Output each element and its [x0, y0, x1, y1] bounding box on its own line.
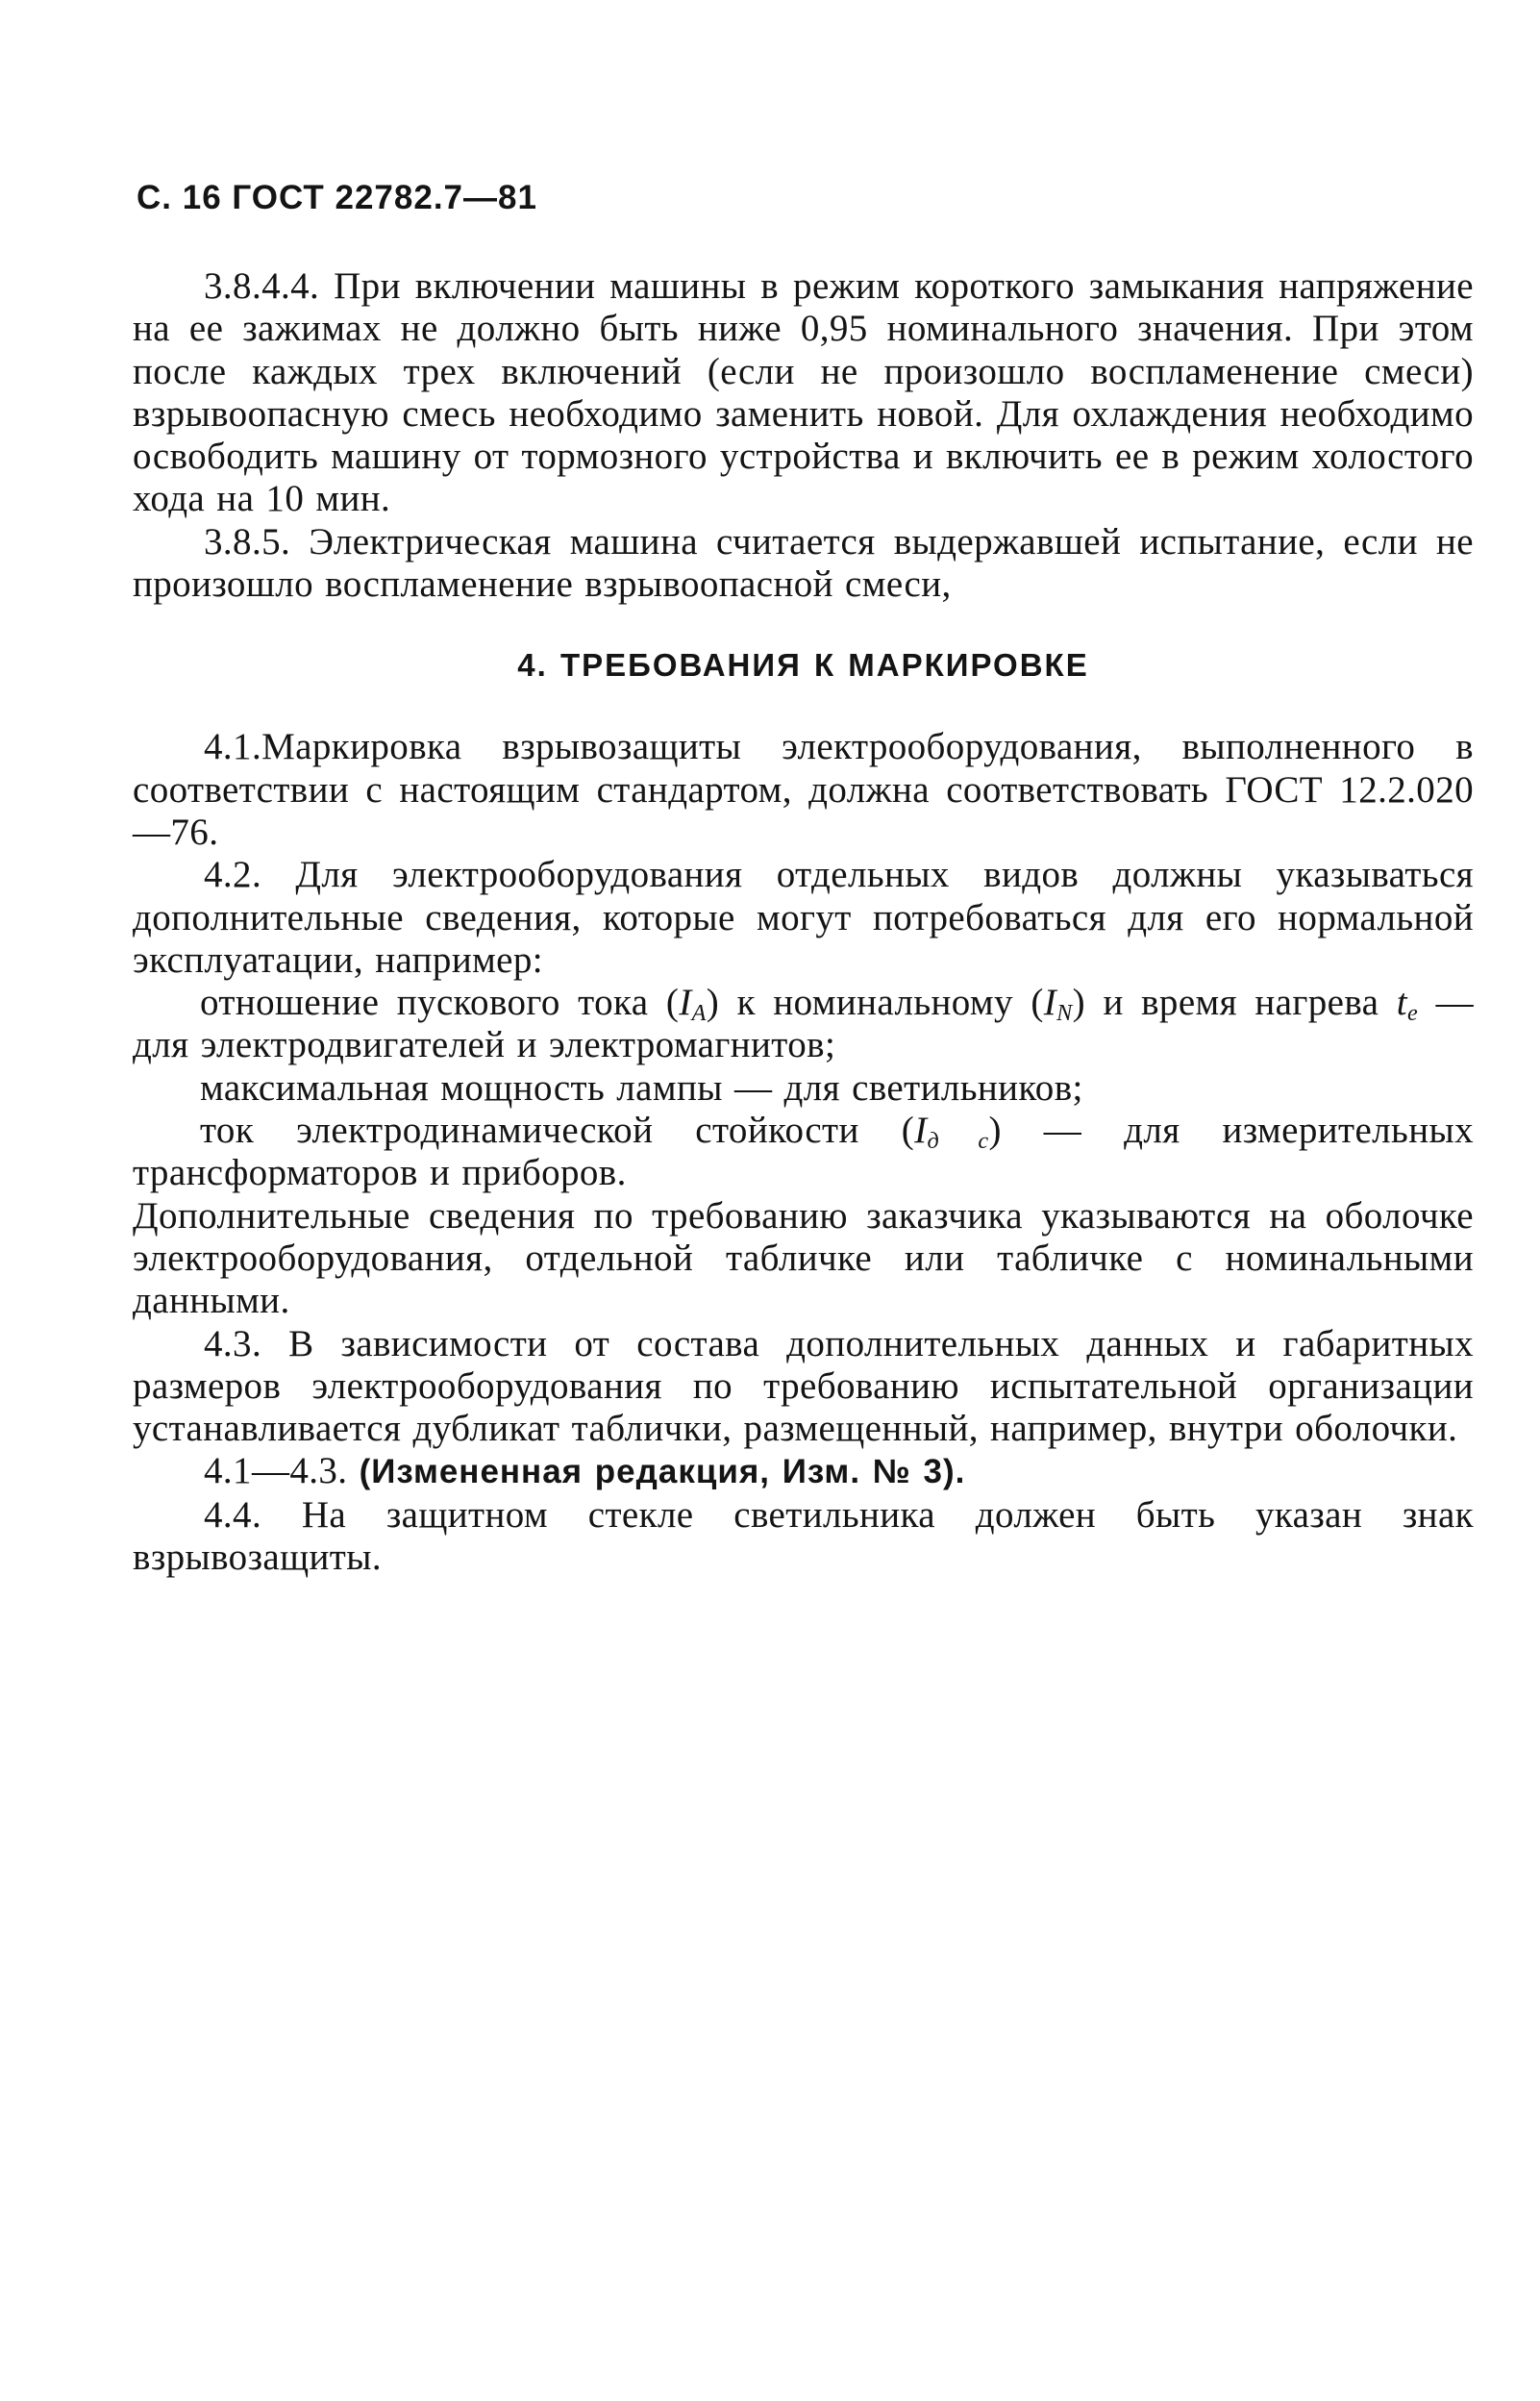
paragraph-3-8-5: 3.8.5. Электрическая машина считается выдержавшей испытание, если не произошло воспламенение взрывоопасной смеси, — [133, 520, 1474, 606]
paragraph-4-1: 4.1.Маркировка взрывозащиты электрооборудования, выполненного в соответствии с настоящим стандартом, должна соответствовать ГОСТ 12.2.020—76. — [133, 726, 1474, 853]
symbol-t-e: $t_e$ — [1396, 982, 1419, 1027]
amendment-note: (Измененная редакция, Изм. № 3). — [359, 1453, 966, 1491]
document-body — [133, 265, 1474, 1579]
section-heading-4: 4. ТРЕБОВАНИЯ К МАРКИРОВКЕ — [517, 647, 1089, 684]
list-item-lamp-power: максимальная мощность лампы — для светильников; — [200, 1066, 1083, 1109]
paragraph-4-2: 4.2. Для электрооборудования отдельных видов должны указываться дополнительные сведения, которые могут потребоваться для его нормальной эксплуатации, например: — [133, 854, 1474, 981]
list-item-dynamic-stability: ток электродинамической стойкости $(I_{д с})$ — для измерительных трансформаторов и приборов. — [133, 1110, 1474, 1194]
paragraph-amendment — [133, 1450, 1474, 1493]
paragraph-4-3: 4.3. В зависимости от состава дополнительных данных и габаритных размеров электрооборудования по требованию испытательной организации устанавливается дубликат таблички, размещенный, например, внутри оболочки. — [133, 1322, 1474, 1450]
symbol-i-dc: $I_{д с}$ — [914, 1110, 989, 1155]
paragraph-additional-info: Дополнительные сведения по требованию заказчика указываются на оболочке электрооборудования, отдельной табличке или табличке с номинальными данными. — [133, 1194, 1474, 1322]
running-head: С. 16 ГОСТ 22782.7—81 — [137, 179, 537, 216]
symbol-i-n: $I_N$ — [1043, 982, 1073, 1027]
list-item-starting-current: отношение пускового тока $(I_A)$ к номинальному $(I_N)$ и время нагрева $t_e$ — для электродвигателей и электромагнитов; — [133, 982, 1474, 1066]
amendment-clause-range: 4.1—4.3. — [204, 1450, 348, 1492]
paragraph-3-8-4-4: 3.8.4.4. При включении машины в режим короткого замыкания напряжение на ее зажимах не должно быть ниже 0,95 номинального значения. При этом после каждых трех включений (если не произошло воспламенение смеси) взрывоопасную смесь необходимо заменить новой. Для охлаждения необходимо освободить машину от тормозного устройства и включить ее в режим холостого хода на 10 мин. — [133, 265, 1474, 520]
paragraph-4-4: 4.4. На защитном стекле светильника должен быть указан знак взрывозащиты. — [133, 1493, 1474, 1579]
symbol-i-a: $I_A$ — [679, 982, 707, 1027]
